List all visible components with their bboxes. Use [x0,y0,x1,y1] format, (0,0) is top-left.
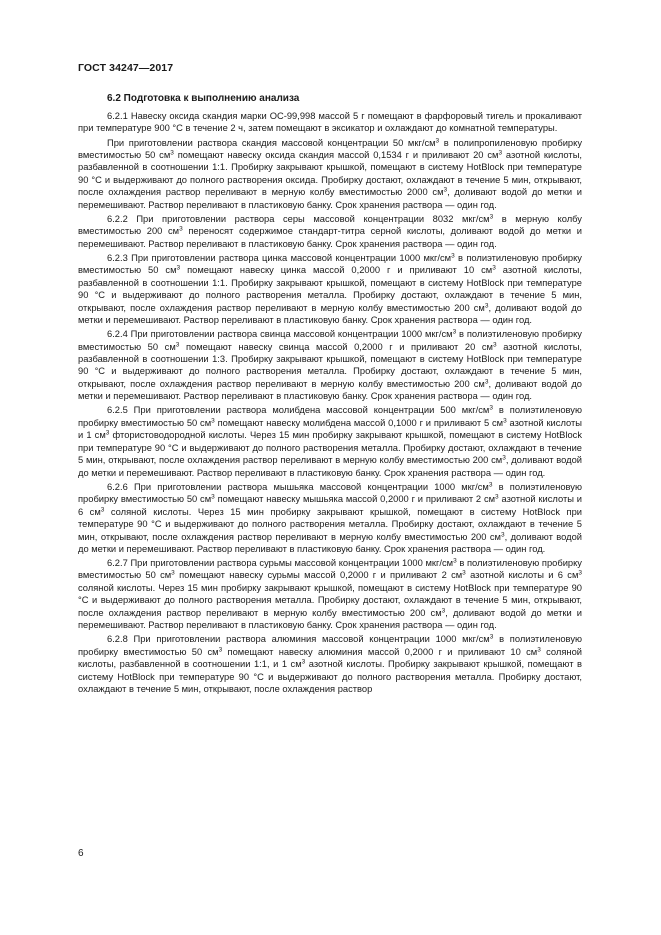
paragraph-text: азотной кислоты и 6 см [465,570,579,581]
superscript-unit-exponent: 3 [502,454,506,462]
paragraph-text: в полиэтиленовую пробирку вместимостью 50 см [78,405,582,428]
superscript-unit-exponent: 3 [105,429,110,437]
superscript-unit-exponent: 3 [179,225,183,233]
document-header: ГОСТ 34247—2017 [78,62,174,74]
paragraph-text: соляной кислоты. Через 15 мин пробирку закрывают крышкой, помещают в систему HotBlock при температуре 90 °С и выдерживают до полного растворения металла. Пробирку достают, охлаждают в течение 5 мин, открывают, после охлаждения раствор переливают в мерную колбу вместимостью 200 см [78,582,582,618]
superscript-unit-exponent: 3 [578,569,583,577]
superscript-unit-exponent: 3 [170,149,174,157]
superscript-unit-exponent: 3 [462,569,466,577]
paragraph-text: , доливают водой до метки и перемешивают. Раствор переливают в пластиковую банку. Срок хранения раствора — один год. [78,187,582,210]
paragraph-text: фтористоводородной кислоты. Через 15 мин пробирку закрывают крышкой, помещают в систему HotBlock при температуре 90 °С и выдерживают до полного растворения металла. Пробирку достают, охлаждают в течение 5 мин, открывают, после охлаждения раствор переливают в мерную колбу вместимостью 200 см [78,430,582,466]
paragraph-text: 6.2.5 При приготовлении раствора молибдена массовой концентрации 500 мкг/см [107,405,490,416]
paragraph-text: помещают навеску оксида скандия массой 0,1534 г и приливают 20 см [173,149,499,160]
paragraph-6-2-4 [78,328,582,403]
paragraph-text: в полиэтиленовую пробирку вместимостью 50 см [78,481,582,505]
paragraph-text: азотной кислоты, разбавленной в соотношении 1:3. Пробирку закрывают крышкой, помещают в систему HotBlock при температуре 90 °С и выдерживают до полного растворения металла. Пробирку достают, охлаждают в течение 5 мин, открывают, после охлаждения раствор переливают в мерную колбу вместимостью 200 см [78,341,583,389]
superscript-unit-exponent: 3 [489,633,494,641]
body-text [78,110,582,697]
superscript-unit-exponent: 3 [176,264,181,272]
paragraph-text: , доливают водой до метки и перемешивают. Раствор переливают в пластиковую банку. Срок хранения раствора — один год. [78,607,583,631]
page-number: 6 [78,848,84,859]
paragraph-6-2-3 [78,252,582,327]
superscript-unit-exponent: 3 [175,341,180,349]
paragraph-text: , доливают водой до метки и перемешивают. Раствор переливают в пластиковую банку. Срок хранения раствора — один год. [78,531,582,554]
paragraph-text: 6.2.7 При приготовлении раствора сурьмы массовой концентрации 1000 мкг/см [107,558,454,569]
superscript-unit-exponent: 3 [218,646,223,654]
superscript-unit-exponent: 3 [500,531,505,539]
paragraph-text: помещают навеску молибдена массой 0,1000 г и приливают 5 см [214,417,504,428]
superscript-unit-exponent: 3 [537,646,541,654]
paragraph-text: При приготовлении раствора скандия массовой концентрации 50 мкг/см [107,137,436,148]
superscript-unit-exponent: 3 [492,264,496,272]
superscript-unit-exponent: 3 [488,481,493,489]
section-title: 6.2 Подготовка к выполнению анализа [107,93,300,104]
superscript-unit-exponent: 3 [453,557,457,565]
superscript-unit-exponent: 3 [441,607,446,615]
paragraph-text: азотной кислоты, разбавленной в соотношении 1:1. Пробирку закрывают крышкой, помещают в систему HotBlock при температуре 90 °С и выдерживают до полного растворения оксида. Пробирку достают, охлаждают в течение 5 мин, открывают, после охлаждения раствор переливают в мерную колбу вместимостью 2000 см [78,149,583,198]
superscript-unit-exponent: 3 [498,149,503,157]
paragraph-text: 6.2.8 При приготовлении раствора алюминия массовой концентрации 1000 мкг/см [107,634,490,645]
paragraph-text: в мерную колбу вместимостью 200 см [78,213,582,237]
paragraph-6-2-5 [78,404,582,479]
superscript-unit-exponent: 3 [211,417,215,425]
paragraph-text: в полиэтиленовую пробирку вместимостью 50 см [78,634,582,657]
superscript-unit-exponent: 3 [443,186,448,194]
superscript-unit-exponent: 3 [503,417,507,425]
paragraph-scandium-solution [78,137,582,212]
superscript-unit-exponent: 3 [452,328,457,336]
paragraph-text: помещают навеску свинца массой 0,2000 г и приливают 20 см [179,341,493,352]
paragraph-text: 6.2.4 При приготовлении раствора свинца массовой концентрации 1000 мкг/см [107,329,453,340]
paragraph-text: в полиэтиленовую пробирку вместимостью 50 см [78,558,582,581]
paragraph-text: соляной кислоты. Через 15 мин пробирку закрывают крышкой, помещают в систему HotBlock при температуре 90 °С и выдерживают до полного растворения металла. Пробирку достают, охлаждают в течение 5 мин, открывают, после охлаждения раствор переливают в мерную колбу вместимостью 200 см [78,506,582,542]
superscript-unit-exponent: 3 [171,569,175,577]
paragraph-text: 6.2.2 При приготовлении раствора серы массовой концентрации 8032 мкг/см [107,213,490,224]
paragraph-text: помещают навеску цинка массой 0,2000 г и приливают 10 см [180,265,493,276]
paragraph-text: помещают навеску алюминия массой 0,2000 г и приливают 10 см [222,646,538,657]
superscript-unit-exponent: 3 [489,404,493,412]
paragraph-text: переносят содержимое стандарт-титра серной кислоты, доливают водой до метки и перемешивают. Раствор переливают в пластиковую банку. Срок хранения раствора — один год. [78,226,582,249]
paragraph-text: 6.2.1 Навеску оксида скандия марки ОС-99,998 массой 5 г помещают в фарфоровый тигель и прокаливают при температуре 900 °С в течение 2 ч, затем помещают в эксикатор и охлаждают до комнатной температуры. [78,111,582,134]
paragraph-6-2-8 [78,633,582,695]
superscript-unit-exponent: 3 [100,506,105,514]
paragraph-6-2-2 [78,213,582,250]
paragraph-text: соляной кислоты, разбавленной в соотношении 1:1, и 1 см [78,646,583,670]
paragraph-text: азотной кислоты. Пробирку закрывают крышкой, помещают в систему HotBlock при температуре 90 °С и выдерживают до полного растворения металла. Пробирку достают, охлаждают в течение 5 мин, открывают, после охлаждения раствор [78,659,582,695]
paragraph-text: помещают навеску сурьмы массой 0,2000 г и приливают 2 см [174,570,463,581]
superscript-unit-exponent: 3 [301,658,306,666]
paragraph-text: помещают навеску мышьяка массой 0,2000 г и приливают 2 см [214,494,496,505]
paragraph-text: в полиэтиленовую пробирку вместимостью 50 см [78,329,582,352]
paragraph-text: 6.2.3 При приготовлении раствора цинка массовой концентрации 1000 мкг/см [107,252,452,263]
superscript-unit-exponent: 3 [495,493,499,501]
paragraph-text: , доливают водой до метки и перемешивают. Раствор переливают в пластиковую банку. Срок хранения раствора — один год. [78,455,582,478]
paragraph-text: азотной кислоты и 1 см [78,417,582,441]
paragraph-text: в полиэтиленовую пробирку вместимостью 50 см [78,252,582,276]
paragraph-6-2-1 [78,110,582,135]
superscript-unit-exponent: 3 [211,493,215,501]
superscript-unit-exponent: 3 [451,252,455,260]
superscript-unit-exponent: 3 [484,378,489,386]
paragraph-6-2-6 [78,481,582,556]
paragraph-text: азотной кислоты и 6 см [78,494,582,517]
paragraph-text: в полипропиленовую пробирку вместимостью 50 см [78,137,582,160]
paragraph-text: 6.2.6 При приготовлении раствора мышьяка массовой концентрации 1000 мкг/см [107,481,489,492]
paragraph-text: , доливают водой до метки и перемешивают. Раствор переливают в пластиковую банку. Срок хранения раствора — один год. [78,378,582,402]
superscript-unit-exponent: 3 [489,213,494,221]
superscript-unit-exponent: 3 [435,137,440,144]
paragraph-text: , доливают водой до метки и перемешивают. Раствор переливают в пластиковую банку. Срок хранения раствора — один год. [78,302,582,326]
superscript-unit-exponent: 3 [492,341,497,349]
paragraph-text: азотной кислоты, разбавленной в соотношении 1:1. Пробирку закрывают крышкой, помещают в систему HotBlock при температуре 90 °С и выдерживают до полного растворения металла. Пробирку достают, охлаждают в течение 5 мин, открывают, после охлаждения раствор переливают в мерную колбу вместимостью 200 см [78,265,582,313]
paragraph-6-2-7 [78,557,582,632]
superscript-unit-exponent: 3 [484,302,489,310]
